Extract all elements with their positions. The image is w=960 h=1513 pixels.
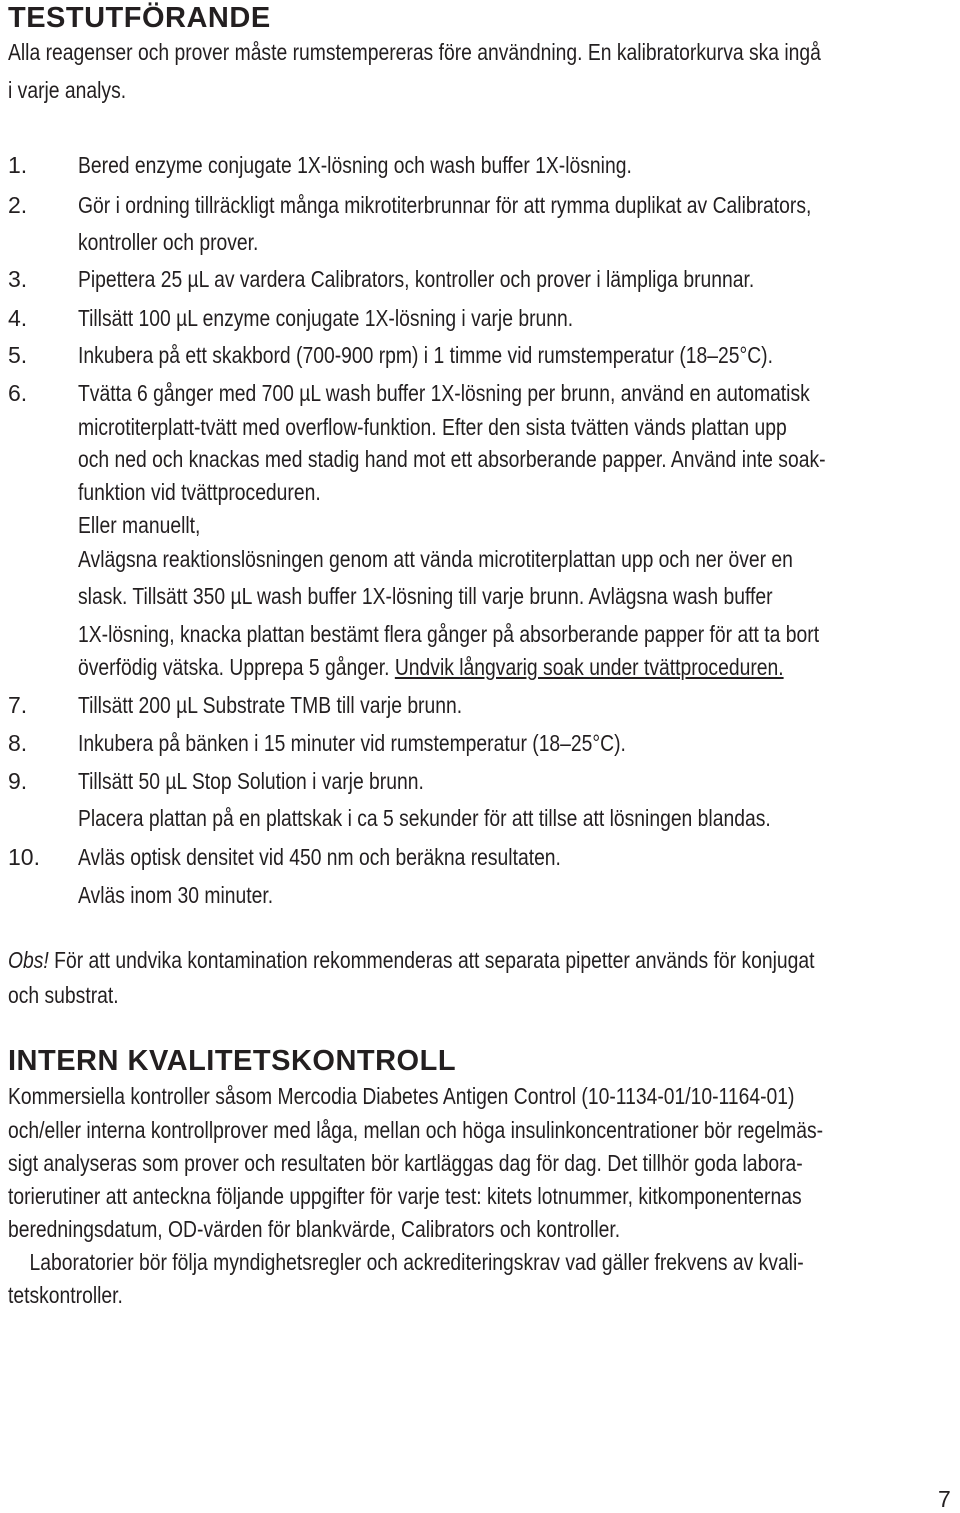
qc-para2-line-2: tetskontroller. — [8, 1282, 123, 1308]
step-number-5: 5. — [8, 342, 28, 368]
step-6-line-3: och ned och knackas med stadig hand mot ett absorberande papper. Använd inte soak- — [78, 446, 826, 472]
step-6-line-6: Avlägsna reaktionslösningen genom att vända microtiterplattan upp och ner över en — [78, 546, 793, 572]
note-text: För att undvika kontamination rekommenderas att separata pipetter används för konjugat — [48, 947, 815, 973]
qc-para1-line-1: Kommersiella kontroller såsom Mercodia Diabetes Antigen Control (10-1134-01/10-1164-01) — [8, 1083, 795, 1109]
step-number-6: 6. — [8, 380, 28, 406]
step-4-line-1: Tillsätt 100 µL enzyme conjugate 1X-lösning i varje brunn. — [78, 305, 574, 331]
qc-para1-line-5: beredningsdatum, OD-värden för blankvärde, Calibrators och kontroller. — [8, 1216, 621, 1242]
step-number-4: 4. — [8, 305, 28, 331]
step-6-line-2: microtiterplatt-tvätt med overflow-funktion. Efter den sista tvätten vänds plattan upp — [78, 414, 787, 440]
step-10-line-2: Avläs inom 30 minuter. — [78, 882, 274, 908]
step-6-last-plain: överfödig vätska. Upprepa 5 gånger. — [78, 654, 395, 680]
step-number-2: 2. — [8, 192, 28, 218]
step-6-line-5: Eller manuellt, — [78, 512, 201, 538]
qc-para1-line-2: och/eller interna kontrollprover med låga, mellan och höga insulinkoncentrationer bör regelmäs- — [8, 1117, 824, 1143]
section-heading-intern-kvalitetskontroll: INTERN KVALITETSKONTROLL — [8, 1045, 457, 1077]
step-3-line-1: Pipettera 25 µL av vardera Calibrators, kontroller och prover i lämpliga brunnar. — [78, 266, 755, 292]
step-8-line-1: Inkubera på bänken i 15 minuter vid rumstemperatur (18–25°C). — [78, 730, 626, 756]
qc-para2-line-1: Laboratorier bör följa myndighetsregler och ackrediteringskrav vad gäller frekvens av kvali- — [8, 1249, 804, 1275]
step-number-7: 7. — [8, 692, 28, 718]
intro-line-1: Alla reagenser och prover måste rumstempereras före användning. En kalibratorkurva ska ingå — [8, 39, 821, 65]
step-number-1: 1. — [8, 152, 28, 178]
step-2-line-1: Gör i ordning tillräckligt många mikrotiterbrunnar för att rymma duplikat av Calibrators, — [78, 192, 812, 218]
step-9-line-1: Tillsätt 50 µL Stop Solution i varje brunn. — [78, 768, 424, 794]
step-6-line-8: 1X-lösning, knacka plattan bestämt flera gånger på absorberande papper för att ta bort — [78, 621, 820, 647]
step-5-line-1: Inkubera på ett skakbord (700-900 rpm) i 1 timme vid rumstemperatur (18–25°C). — [78, 342, 773, 368]
intro-line-2: i varje analys. — [8, 77, 127, 103]
step-number-10: 10. — [8, 844, 40, 870]
step-number-8: 8. — [8, 730, 28, 756]
step-6-line-9 — [78, 654, 918, 681]
step-10-line-1: Avläs optisk densitet vid 450 nm och beräkna resultaten. — [78, 844, 561, 870]
step-1-line-1: Bered enzyme conjugate 1X-lösning och wash buffer 1X-lösning. — [78, 152, 632, 178]
note-line-2: och substrat. — [8, 982, 119, 1008]
step-6-line-1: Tvätta 6 gånger med 700 µL wash buffer 1X-lösning per brunn, använd en automatisk — [78, 380, 810, 406]
section-heading-testutforande: TESTUTFÖRANDE — [8, 2, 271, 34]
page-number: 7 — [938, 1486, 951, 1512]
step-9-line-2: Placera plattan på en plattskak i ca 5 sekunder för att tillse att lösningen blandas. — [78, 805, 771, 831]
qc-para1-line-4: torierutiner att anteckna följande uppgifter för varje test: kitets lotnummer, kitkomponenternas — [8, 1183, 802, 1209]
step-6-warning-underlined: Undvik långvarig soak under tvättproceduren. — [394, 654, 784, 680]
step-7-line-1: Tillsätt 200 µL Substrate TMB till varje brunn. — [78, 692, 463, 718]
step-6-line-7: slask. Tillsätt 350 µL wash buffer 1X-lösning till varje brunn. Avlägsna wash buffer — [78, 583, 773, 609]
note-line-1 — [8, 946, 960, 974]
qc-para1-line-3: sigt analyseras som prover och resultaten bör kartläggas dag för dag. Det tillhör goda labora- — [8, 1150, 803, 1176]
step-number-3: 3. — [8, 266, 28, 292]
step-number-9: 9. — [8, 768, 28, 794]
step-2-line-2: kontroller och prover. — [78, 229, 259, 255]
note-label: Obs! — [8, 947, 49, 973]
step-6-line-4: funktion vid tvättproceduren. — [78, 479, 321, 505]
